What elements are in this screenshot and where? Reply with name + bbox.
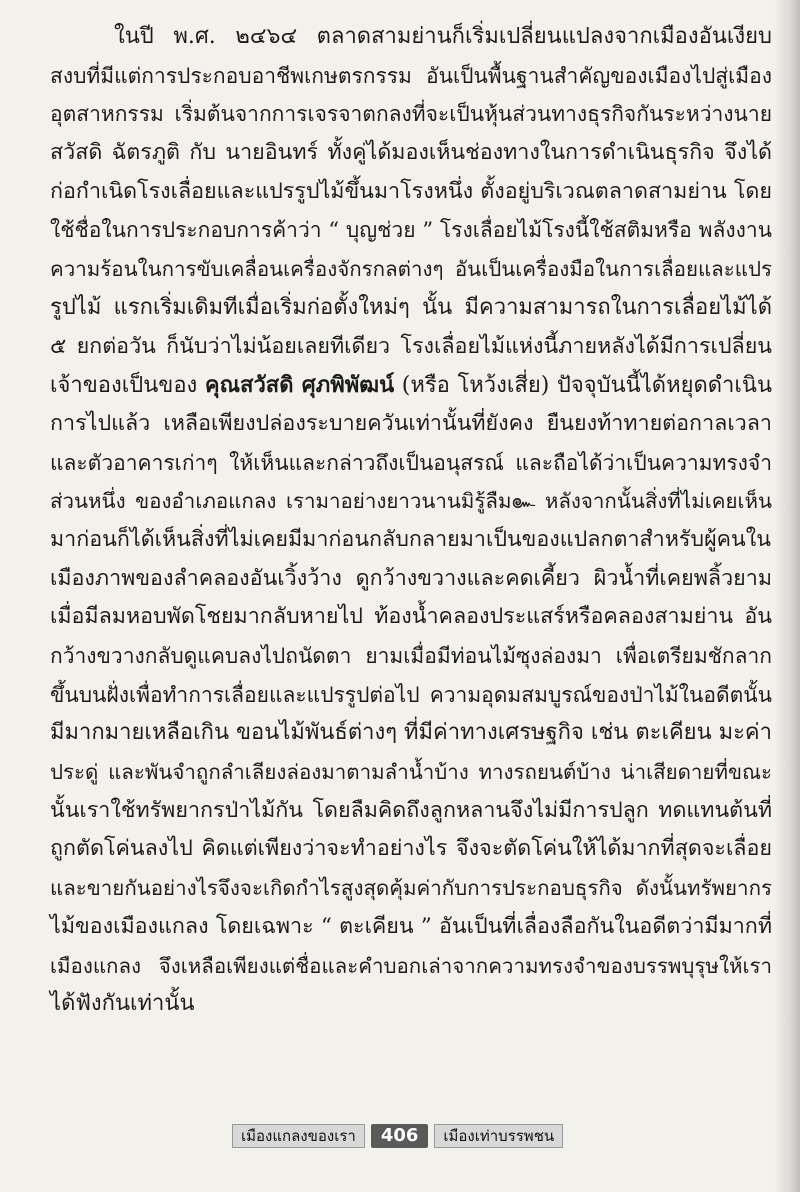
- footer-section-title: เมืองเท่าบรรพชน: [434, 1124, 563, 1148]
- footer-book-title: เมืองแกลงของเรา: [232, 1124, 365, 1148]
- text-line: สวัสดิ ฉัตรภูติ กับ นายอินทร์ ทั้งคู่ได้มองเห็นช่องทางในการดำเนินธุรกิจ จึงได้: [50, 140, 772, 166]
- text-line: ความร้อนในการขับเคลื่อนเครื่องจักรกลต่างๆ อันเป็นเครื่องมือในการเลื่อยและแปร: [50, 257, 772, 282]
- page-edge-shadow: [774, 0, 800, 1192]
- text-line: เมืองภาพของลำคลองอันเวิ้งว้าง ดูกว้างขวางและคดเคี้ยว ผิวน้ำที่เคยพลิ้วยาม: [50, 565, 772, 591]
- text-line-with-name: [50, 366, 772, 405]
- text-line: ไม้ของเมืองแกลง โดยเฉพาะ “ ตะเคียน ” อันเป็นที่เลื่องลือกันในอดีตว่ามีมากที่: [50, 913, 772, 939]
- text-line: ใช้ชื่อในการประกอบการค้าว่า “ บุญช่วย ” โรงเลื่อยไม้โรงนี้ใช้สติมหรือ พลังงาน: [50, 218, 772, 243]
- text-line: เมื่อมีลมหอบพัดโชยมากลับหายไป ท้องน้ำคลองประแสร์หรือคลองสามย่าน อัน: [50, 604, 772, 630]
- text-line: ได้ฟังกันเท่านั้น: [50, 991, 195, 1017]
- text-line: นั้นเราใช้ทรัพยากรป่าไม้กัน โดยลืมคิดถึงลูกหลานจึงไม่มีการปลูก ทดแทนต้นที่: [50, 797, 772, 823]
- text-line: ขึ้นบนฝั่งเพื่อทำการเลื่อยและแปรรูปต่อไป ความอุดมสมบูรณ์ของป่าไม้ในอดีตนั้น: [50, 682, 772, 707]
- text-line: ในปี พ.ศ. ๒๔๖๔ ตลาดสามย่านก็เริ่มเปลี่ยนแปลงจากเมืองอันเงียบ: [114, 24, 772, 49]
- text-line: รูปไม้ แรกเริ่มเดิมทีเมื่อเริ่มก่อตั้งใหม่ๆ นั้น มีความสามารถในการเลื่อยไม้ได้: [50, 294, 772, 320]
- text-line: และขายกันอย่างไรจึงจะเกิดกำไรสูงสุดคุ้มค่ากับการประกอบธุรกิจ ดังนั้นทรัพยากร: [50, 876, 772, 901]
- text-line: มีมากมายเหลือเกิน ขอนไม้พันธ์ต่างๆ ที่มีค่าทางเศรษฐกิจ เช่น ตะเคียน มะค่า: [50, 720, 772, 746]
- text-line: การไปแล้ว เหลือเพียงปล่องระบายควันเท่านั้นที่ยังคง ยืนยงท้าทายต่อกาลเวลา: [50, 410, 772, 436]
- text-line: กว้างขวางกลับดูแคบลงไปถนัดตา ยามเมื่อมีท่อนไม้ซุงล่องมา เพื่อเตรียมชักลาก: [50, 644, 772, 668]
- text-line: สงบที่มีแต่การประกอบอาชีพเกษตรกรรม อันเป็นพื้นฐานสำคัญของเมืองไปสู่เมือง: [50, 63, 772, 88]
- text-line: เมืองแกลง จึงเหลือเพียงแต่ชื่อและคำบอกเล่าจากความทรงจำของบรรพบุรุษให้เรา: [50, 953, 772, 978]
- text-line: อุตสาหกรรม เริ่มต้นจากการเจรจาตกลงที่จะเป็นหุ้นส่วนทางธุรกิจกันระหว่างนาย: [50, 102, 772, 127]
- page-footer: [232, 1124, 563, 1148]
- text-line: ประดู่ และพันจำถูกลำเลียงล่องมาตามลำน้ำบ้าง ทางรถยนต์บ้าง น่าเสียดายที่ขณะ: [50, 760, 772, 785]
- text-line: ก่อกำเนิดโรงเลื่อยและแปรรูปไม้ขึ้นมาโรงหนึ่ง ตั้งอยู่บริเวณตลาดสามย่าน โดย: [50, 178, 772, 204]
- text-line: มาก่อนก็ได้เห็นสิ่งที่ไม่เคยมีมาก่อนกลับกลายมาเป็นของแปลกตาสำหรับผู้คนใน: [50, 526, 771, 552]
- text-line: และตัวอาคารเก่าๆ ให้เห็นและกล่าวถึงเป็นอนุสรณ์ และถือได้ว่าเป็นความทรงจำ: [50, 450, 772, 475]
- article-text: [50, 18, 772, 1024]
- text-segment: (หรือ โหว้งเสี่ย) ปัจจุบันนี้ได้หยุดดำเนิน: [394, 373, 772, 399]
- owner-name: คุณสวัสดิ ศุภพิพัฒน์: [204, 372, 395, 399]
- page-number: 406: [371, 1124, 429, 1148]
- text-line: ๕ ยกต่อวัน ก็นับว่าไม่น้อยเลยทีเดียว โรงเลื่อยไม้แห่งนี้ภายหลังได้มีการเปลี่ยน: [50, 333, 772, 359]
- text-line: ส่วนหนึ่ง ของอำเภอแกลง เรามาอย่างยาวนานมิรู้ลืม๛ หลังจากนั้นสิ่งที่ไม่เคยเห็น: [50, 489, 772, 514]
- text-segment: เจ้าของเป็นของ: [50, 373, 205, 399]
- text-line: ถูกตัดโค่นลงไป คิดแต่เพียงว่าจะทำอย่างไร จึงจะตัดโค่นให้ได้มากที่สุดจะเลื่อย: [50, 836, 772, 862]
